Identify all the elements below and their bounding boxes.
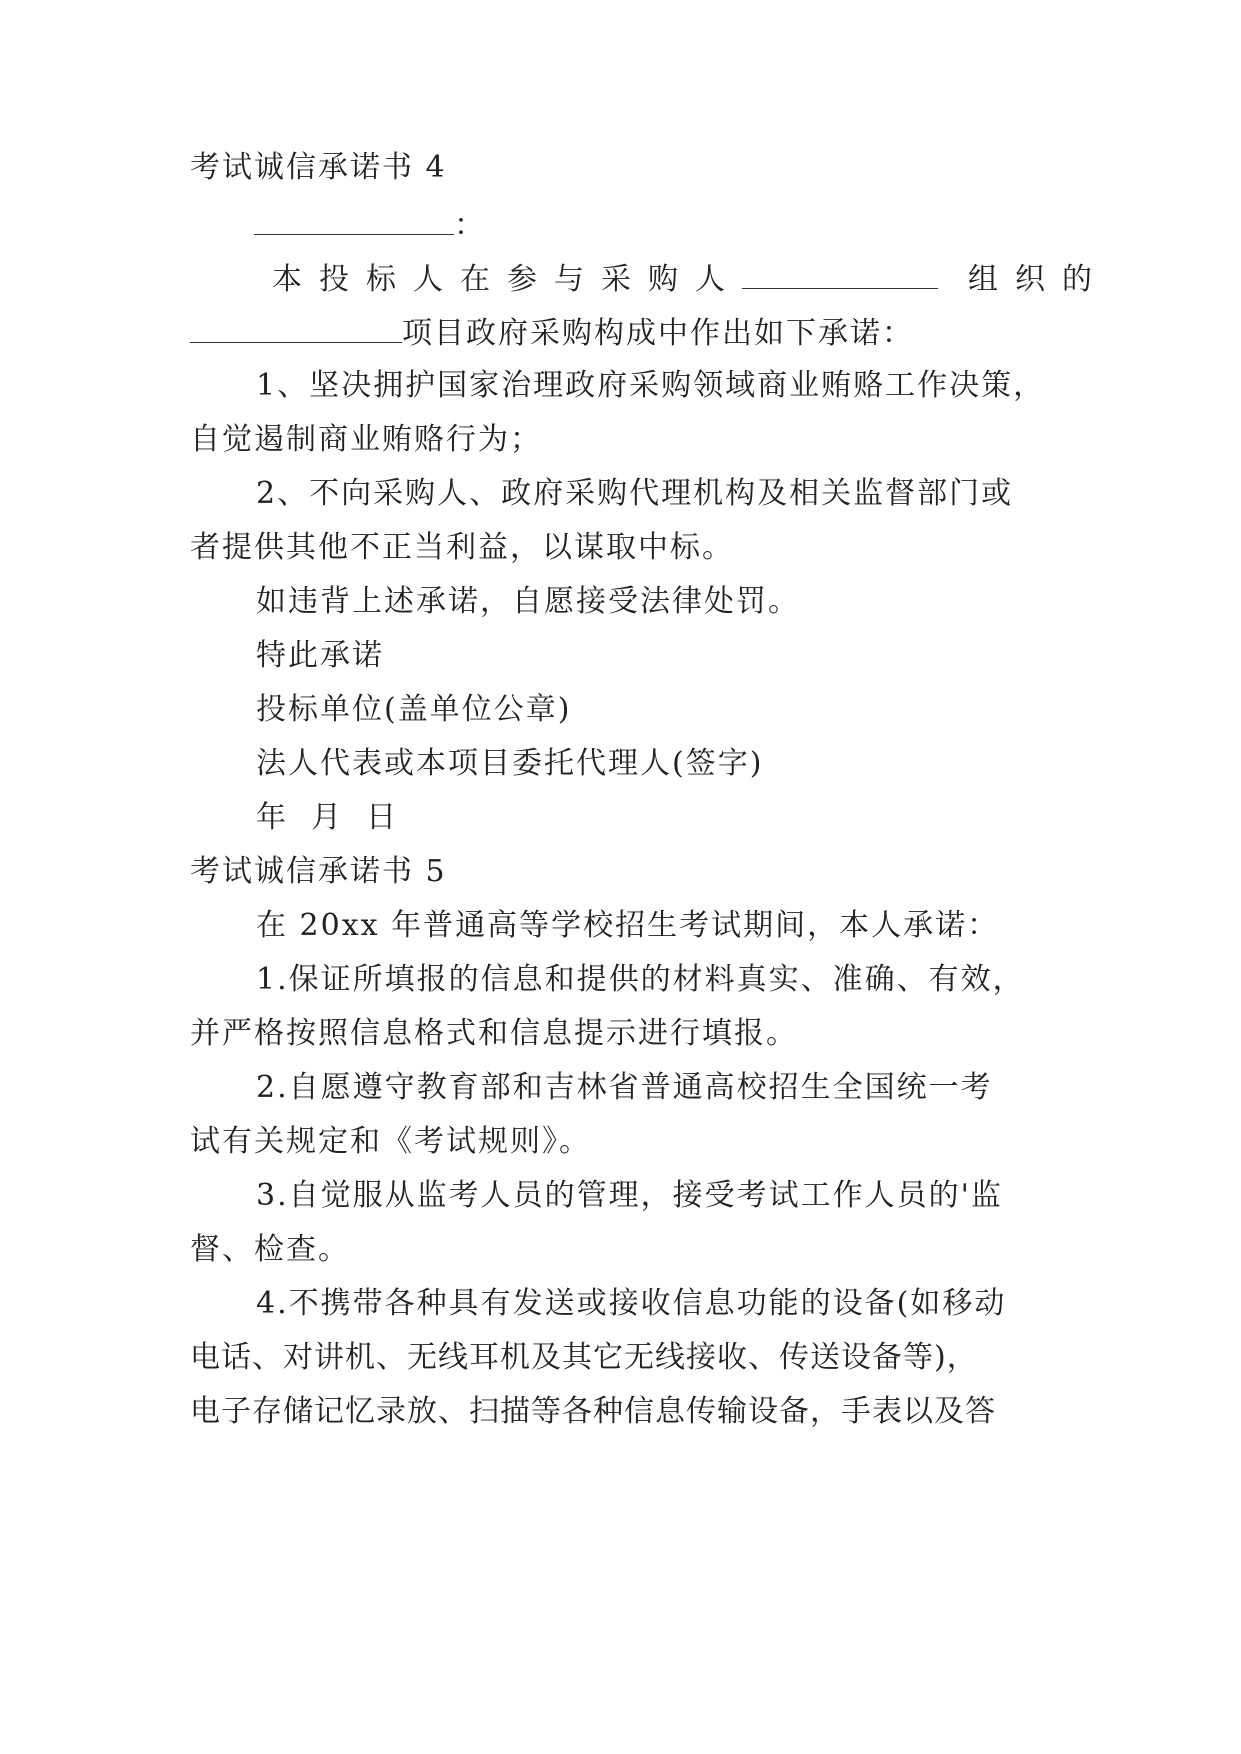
s5-item1-line1: 1.保证所填报的信息和提供的材料真实、准确、有效， xyxy=(256,962,1025,997)
s5-item2-line2: 试有关规定和《考试规则》。 xyxy=(190,1124,591,1159)
section5-title: 考试诚信承诺书 5 xyxy=(190,854,447,889)
s5-item2-line1: 2.自愿遵守教育部和吉林省普通高校招生全国统一考 xyxy=(256,1070,993,1105)
s4-item1-line2: 自觉遏制商业贿赂行为； xyxy=(190,422,542,457)
s5-item3-line2: 督、检查。 xyxy=(190,1232,350,1267)
intro-part2: 组织的 xyxy=(968,262,1109,297)
addressee-line xyxy=(254,204,486,246)
s5-item4-line2: 电话、对讲机、无线耳机及其它无线接收、传送设备等)， xyxy=(190,1340,978,1375)
s5-item1-line2: 并严格按照信息格式和信息提示进行填报。 xyxy=(190,1016,798,1051)
intro-line-1 xyxy=(272,258,1109,300)
section4-title: 考试诚信承诺书 4 xyxy=(190,150,447,185)
intro-line-2 xyxy=(190,312,914,354)
purchaser-blank xyxy=(742,258,938,289)
s4-item2-line1: 2、不向采购人、政府采购代理机构及相关监督部门或 xyxy=(256,476,1014,511)
intro-line2-text: 项目政府采购构成中作出如下承诺： xyxy=(402,316,914,351)
addressee-blank xyxy=(254,204,454,235)
s4-item1-line1: 1、坚决拥护国家治理政府采购领域商业贿赂工作决策， xyxy=(256,368,1046,403)
s4-closing: 特此承诺 xyxy=(256,638,384,673)
s4-date: 年 月 日 xyxy=(256,800,399,835)
project-blank xyxy=(190,312,402,343)
s5-item4-line1: 4.不携带各种具有发送或接收信息功能的设备(如移动 xyxy=(256,1286,1007,1321)
s4-item2-line2: 者提供其他不正当利益，以谋取中标。 xyxy=(190,530,734,565)
s4-signer-unit: 投标单位(盖单位公章) xyxy=(256,692,572,727)
addressee-colon: ： xyxy=(454,208,486,243)
s5-intro: 在 20xx 年普通高等学校招生考试期间，本人承诺： xyxy=(256,908,1000,943)
intro-part1: 本投标人在参与采购人 xyxy=(272,262,742,297)
s4-penalty: 如违背上述承诺，自愿接受法律处罚。 xyxy=(256,584,800,619)
s5-item4-line3: 电子存储记忆录放、扫描等各种信息传输设备，手表以及答 xyxy=(190,1394,996,1429)
s4-signer-rep: 法人代表或本项目委托代理人(签字) xyxy=(256,746,764,781)
s5-item3-line1: 3.自觉服从监考人员的管理，接受考试工作人员的'监 xyxy=(256,1178,1003,1213)
